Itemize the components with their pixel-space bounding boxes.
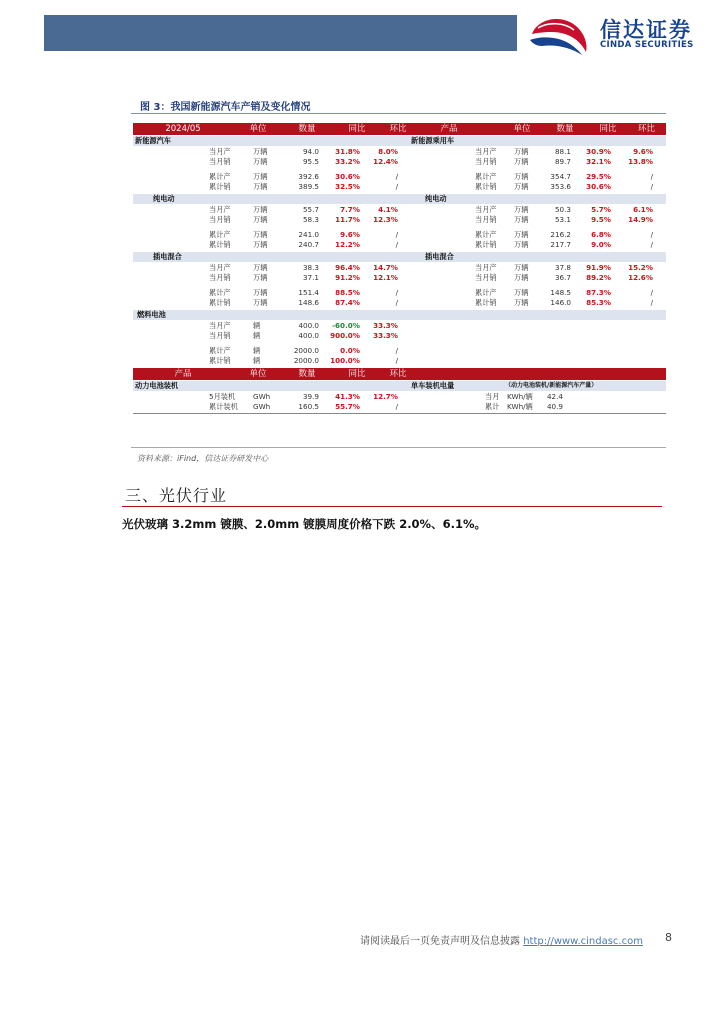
table-cell: 88.1: [554, 147, 571, 156]
table-cell: 累计销: [209, 240, 231, 249]
table-cell: 88.5%: [335, 288, 360, 297]
battery-title-right: 单车装机电量: [411, 381, 455, 390]
table-cell: 万辆: [514, 288, 529, 297]
table-row: [133, 205, 666, 215]
table-cell: 12.7%: [373, 392, 398, 401]
table-cell: 15.2%: [628, 263, 653, 272]
table-cell: 4.1%: [378, 205, 398, 214]
table-cell: 58.3: [302, 215, 319, 224]
table-cell: 当月销: [475, 273, 497, 282]
table-cell: 7.7%: [340, 205, 360, 214]
table-cell: 万辆: [514, 298, 529, 307]
table-cell: 30.9%: [586, 147, 611, 156]
table-cell: 万辆: [253, 215, 268, 224]
table-cell: 216.2: [550, 230, 571, 239]
battery-note: （动力电池装机/新能源汽车产量）: [505, 382, 598, 389]
footer-disclaimer: [360, 932, 643, 947]
table-cell: 当月销: [209, 273, 231, 282]
table-cell: 148.6: [298, 298, 319, 307]
table-cell: 万辆: [514, 172, 529, 181]
table-cell: /: [650, 288, 653, 297]
table-cell: 累计装机: [209, 402, 238, 411]
table-cell: 当月销: [209, 157, 231, 166]
table-cell: 11.7%: [335, 215, 360, 224]
table-cell: 55.7%: [335, 402, 360, 411]
section-title-row: [133, 136, 666, 146]
table-row: [133, 157, 666, 167]
table-cell: GWh: [253, 402, 271, 411]
table-cell: 万辆: [253, 263, 268, 272]
table-cell: 89.7: [554, 157, 571, 166]
header-cell: 产品: [440, 124, 458, 134]
table-cell: 94.0: [302, 147, 319, 156]
table-cell: /: [395, 402, 398, 411]
table-row: [133, 346, 666, 356]
table-cell: 当月: [485, 392, 500, 401]
table-cell: 累计销: [209, 356, 231, 365]
table-row: [133, 240, 666, 250]
table-cell: 万辆: [253, 157, 268, 166]
table-cell: 31.8%: [335, 147, 360, 156]
table-cell: 2000.0: [293, 356, 319, 365]
table-cell: 91.9%: [586, 263, 611, 272]
table-cell: 万辆: [253, 288, 268, 297]
table-cell: KWh/辆: [507, 402, 533, 411]
table-cell: 87.4%: [335, 298, 360, 307]
table-cell: /: [650, 298, 653, 307]
table-cell: /: [395, 356, 398, 365]
table-cell: /: [395, 182, 398, 191]
table-cell: 万辆: [253, 182, 268, 191]
header-cell: 同比: [348, 369, 366, 379]
table-cell: 当月销: [209, 215, 231, 224]
table-cell: 42.4: [546, 392, 563, 401]
table-cell: 当月产: [475, 147, 497, 156]
footer-link[interactable]: http://www.cindasc.com: [523, 936, 643, 947]
table-cell: 万辆: [514, 182, 529, 191]
table-cell: -60.0%: [332, 321, 360, 330]
table-cell: 万辆: [514, 263, 529, 272]
table-cell: 累计: [485, 402, 500, 411]
table-cell: 146.0: [550, 298, 571, 307]
figure-title-rule: [131, 113, 666, 114]
table-cell: 32.5%: [335, 182, 360, 191]
table-cell: 14.7%: [373, 263, 398, 272]
header-band: [44, 15, 517, 51]
table-cell: 40.9: [546, 402, 563, 411]
table-row: [133, 356, 666, 366]
section-title-right: 纯电动: [425, 194, 447, 203]
table-cell: 30.6%: [335, 172, 360, 181]
table-cell: 2000.0: [293, 346, 319, 355]
header-cell: 产品: [174, 369, 192, 379]
table-row: [133, 273, 666, 283]
table-cell: 87.3%: [586, 288, 611, 297]
table-cell: 29.5%: [586, 172, 611, 181]
section-heading-rule: [122, 506, 662, 507]
table-cell: 累计销: [475, 240, 497, 249]
table-cell: 0.0%: [340, 346, 360, 355]
table-cell: 累计产: [475, 288, 497, 297]
table-cell: 累计销: [209, 182, 231, 191]
section-title-left: 插电混合: [153, 252, 182, 261]
table-cell: 160.5: [298, 402, 319, 411]
table-cell: 万辆: [514, 147, 529, 156]
table-cell: 353.6: [550, 182, 571, 191]
footer-text: 请阅读最后一页免责声明及信息披露: [360, 936, 520, 947]
table-cell: 89.2%: [586, 273, 611, 282]
table-cell: 万辆: [514, 230, 529, 239]
table-cell: 累计产: [209, 346, 231, 355]
table-row: [133, 182, 666, 192]
brand-name-en: CINDA SECURITIES: [600, 40, 694, 50]
table-cell: 万辆: [253, 205, 268, 214]
section-title-left: 新能源汽车: [135, 136, 171, 145]
table-cell: 万辆: [253, 298, 268, 307]
table-cell: 6.1%: [633, 205, 653, 214]
table-cell: /: [395, 172, 398, 181]
table-cell: 当月产: [209, 321, 231, 330]
table-cell: 当月销: [475, 215, 497, 224]
table-row: [133, 321, 666, 331]
table-cell: 累计产: [209, 230, 231, 239]
table-cell: 9.6%: [633, 147, 653, 156]
table-cell: GWh: [253, 392, 271, 401]
table-cell: /: [395, 346, 398, 355]
table-row: [133, 215, 666, 225]
table-cell: 33.3%: [373, 321, 398, 330]
table-row: [133, 230, 666, 240]
table-cell: 万辆: [253, 172, 268, 181]
cinda-logo: [528, 10, 708, 60]
table-cell: 30.6%: [586, 182, 611, 191]
table-cell: 55.7: [302, 205, 319, 214]
table-cell: 96.4%: [335, 263, 360, 272]
table-cell: 万辆: [514, 215, 529, 224]
battery-title-row: [133, 381, 666, 391]
battery-row: [133, 402, 666, 412]
section-title-right: 新能源乘用车: [411, 136, 455, 145]
table-cell: 95.5: [302, 157, 319, 166]
table-cell: 当月产: [209, 263, 231, 272]
table-header-row: [133, 123, 666, 135]
table-cell: 217.7: [550, 240, 571, 249]
table-bottom-rule: [133, 413, 666, 414]
source-note: 资料来源：iFind，信达证券研发中心: [137, 454, 269, 463]
table-cell: 9.6%: [340, 230, 360, 239]
section-title-right: 插电混合: [425, 252, 454, 261]
table-cell: 累计产: [475, 230, 497, 239]
section-title-left: 纯电动: [153, 194, 175, 203]
header-cell: 单位: [249, 369, 267, 379]
table-cell: 36.7: [554, 273, 571, 282]
table-cell: 38.3: [302, 263, 319, 272]
table-cell: 241.0: [298, 230, 319, 239]
table-cell: 万辆: [253, 273, 268, 282]
table-cell: 万辆: [253, 147, 268, 156]
table-cell: 9.5%: [591, 215, 611, 224]
table-cell: 万辆: [514, 157, 529, 166]
table-cell: 400.0: [298, 321, 319, 330]
header-cell: 环比: [389, 369, 407, 379]
table-row: [133, 288, 666, 298]
table-cell: /: [650, 230, 653, 239]
table-cell: 12.4%: [373, 157, 398, 166]
table-cell: 400.0: [298, 331, 319, 340]
table-cell: 累计销: [209, 298, 231, 307]
table-cell: 8.0%: [378, 147, 398, 156]
table-cell: 12.1%: [373, 273, 398, 282]
table-cell: 辆: [253, 356, 261, 365]
header-cell: 环比: [637, 124, 655, 134]
table-cell: 当月产: [475, 263, 497, 272]
battery-row: [133, 392, 666, 402]
table-cell: /: [395, 240, 398, 249]
header-cell: 单位: [249, 124, 267, 134]
section-title-left: 燃料电池: [137, 310, 166, 319]
table-cell: KWh/辆: [507, 392, 533, 401]
table-cell: 53.1: [554, 215, 571, 224]
table-cell: /: [650, 182, 653, 191]
table-cell: 万辆: [253, 230, 268, 239]
battery-title-left: 动力电池装机: [135, 381, 179, 390]
table-cell: 累计产: [209, 172, 231, 181]
table-cell: /: [395, 288, 398, 297]
table-cell: 14.9%: [628, 215, 653, 224]
table-cell: /: [650, 172, 653, 181]
table-cell: 151.4: [298, 288, 319, 297]
header-cell: 2024/05: [165, 124, 201, 134]
table-cell: 当月产: [209, 147, 231, 156]
figure-title: 图 3：我国新能源汽车产销及变化情况: [140, 102, 311, 113]
table-cell: 当月产: [475, 205, 497, 214]
table-cell: 100.0%: [330, 356, 360, 365]
header-cell: 数量: [298, 369, 316, 379]
table-cell: 累计产: [475, 172, 497, 181]
header-cell: 环比: [389, 124, 407, 134]
table-row: [133, 298, 666, 308]
table-cell: 900.0%: [330, 331, 360, 340]
table-row: [133, 147, 666, 157]
table-cell: /: [395, 298, 398, 307]
cinda-logo-icon: [528, 10, 594, 56]
table-row: [133, 331, 666, 341]
table-cell: 累计销: [475, 298, 497, 307]
body-text: 光伏玻璃 3.2mm 镀膜、2.0mm 镀膜周度价格下跌 2.0%、6.1%。: [122, 517, 486, 531]
table-cell: 6.8%: [591, 230, 611, 239]
table-cell: 辆: [253, 331, 261, 340]
section-title-row: [133, 310, 666, 320]
table-cell: 辆: [253, 321, 261, 330]
table-cell: 37.1: [302, 273, 319, 282]
table-cell: 当月销: [209, 331, 231, 340]
table-cell: 万辆: [514, 240, 529, 249]
table-cell: 万辆: [514, 273, 529, 282]
table-cell: 389.5: [298, 182, 319, 191]
header-cell: 单位: [513, 124, 531, 134]
table-cell: 392.6: [298, 172, 319, 181]
header-cell: 同比: [599, 124, 617, 134]
table-cell: 50.3: [554, 205, 571, 214]
section-title-row: [133, 252, 666, 262]
table-cell: 33.2%: [335, 157, 360, 166]
table-cell: 32.1%: [586, 157, 611, 166]
brand-name-cn: 信达证券: [600, 18, 692, 42]
section-title-row: [133, 194, 666, 204]
table-cell: 39.9: [302, 392, 319, 401]
table-cell: 万辆: [514, 205, 529, 214]
table-cell: 9.0%: [591, 240, 611, 249]
header-cell: 数量: [556, 124, 574, 134]
table-cell: 12.2%: [335, 240, 360, 249]
table-cell: 91.2%: [335, 273, 360, 282]
table-cell: 辆: [253, 346, 261, 355]
table-cell: 12.6%: [628, 273, 653, 282]
table-row: [133, 263, 666, 273]
table-cell: 当月销: [475, 157, 497, 166]
table-row: [133, 172, 666, 182]
section-heading: 三、光伏行业: [125, 486, 228, 505]
table-cell: 5月装机: [209, 392, 236, 401]
table-cell: 累计销: [475, 182, 497, 191]
header-cell: 同比: [348, 124, 366, 134]
table-cell: /: [395, 230, 398, 239]
table-cell: 5.7%: [591, 205, 611, 214]
header-cell: 数量: [298, 124, 316, 134]
page-number: 8: [665, 931, 672, 944]
table-cell: 13.8%: [628, 157, 653, 166]
table-cell: 万辆: [253, 240, 268, 249]
table-cell: 240.7: [298, 240, 319, 249]
source-rule: [131, 447, 666, 448]
table-cell: 148.5: [550, 288, 571, 297]
table-cell: 85.3%: [586, 298, 611, 307]
table-cell: 41.3%: [335, 392, 360, 401]
table-cell: 12.3%: [373, 215, 398, 224]
battery-header-row: [133, 368, 666, 380]
table-cell: 33.3%: [373, 331, 398, 340]
table-cell: 37.8: [554, 263, 571, 272]
table-cell: 当月产: [209, 205, 231, 214]
table-cell: 累计产: [209, 288, 231, 297]
nev-table: [133, 123, 666, 445]
table-cell: 354.7: [550, 172, 571, 181]
table-cell: /: [650, 240, 653, 249]
